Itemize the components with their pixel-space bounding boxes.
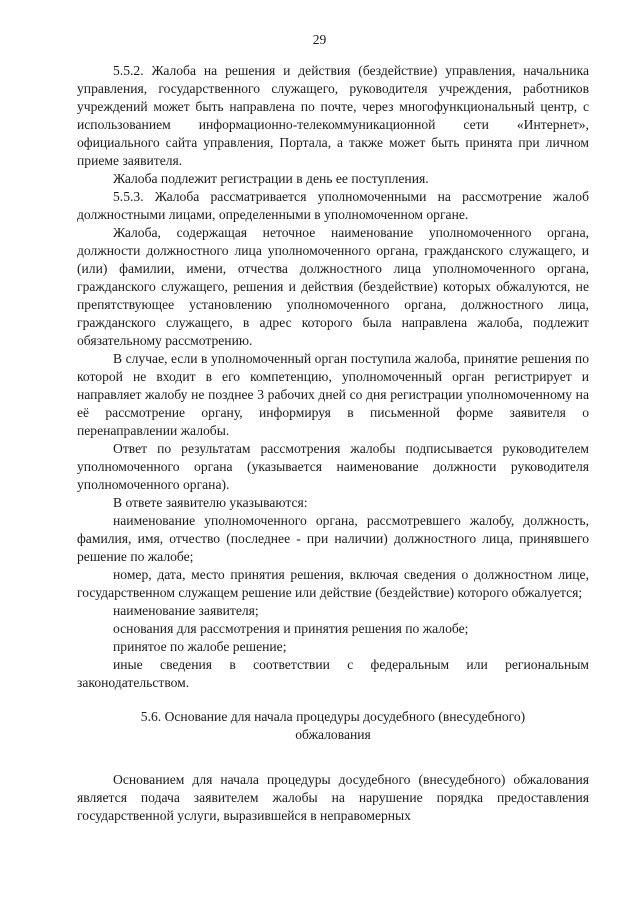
paragraph-inaccurate-name: Жалоба, содержащая неточное наименование уполномоченного органа, должности должностного лица уполномоченного органа, гражданского служащего, и (или) фамилии, имени, отчества должностного лица уполномоченного органа, гражданского служащего, решения и действия (бездействие) которых обжалуются, не препятствующее установлению уполномоченного органа, должностного лица, гражданского служащего, в адрес которого была направлена жалоба, подлежит обязательному рассмотрению.	[77, 225, 589, 348]
page-number: 29	[312, 32, 327, 47]
paragraph-grounds-for-appeal: Основанием для начала процедуры досудебного (внесудебного) обжалования является подача заявителем жалобы на нарушение порядка предоставления государственной услуги, выразившейся в неправомерных	[77, 772, 589, 823]
document-body	[77, 62, 589, 825]
paragraph-registration: Жалоба подлежит регистрации в день ее поступления.	[113, 171, 429, 186]
list-item-other-info: иные сведения в соответствии с федеральным или региональным законодательством.	[77, 657, 589, 690]
list-item-decision-number: номер, дата, место принятия решения, включая сведения о должностном лице, государственном служащем решение или действие (бездействие) которого обжалуется;	[77, 567, 589, 600]
section-heading-line-2: обжалования	[295, 727, 371, 742]
section-heading-5-6	[77, 708, 589, 744]
paragraph-redirect: В случае, если в уполномоченный орган поступила жалоба, принятие решения по которой не входит в его компетенцию, уполномоченный орган регистрирует и направляет жалобу не позднее 3 рабочих дней со дня регистрации уполномоченному на её рассмотрение органу, информируя в письменной форме заявителя о перенаправлении жалобы.	[77, 351, 589, 438]
list-item-authority: наименование уполномоченного органа, рассмотревшего жалобу, должность, фамилия, имя, отчество (последнее - при наличии) должностного лица, принявшего решение по жалобе;	[77, 513, 589, 564]
paragraph-answer-signature: Ответ по результатам рассмотрения жалобы подписывается руководителем уполномоченного органа (указывается наименование должности руководителя уполномоченного органа).	[77, 441, 589, 492]
section-heading-line-1: 5.6. Основание для начала процедуры досудебного (внесудебного)	[140, 709, 526, 724]
list-item-decision: принятое по жалобе решение;	[113, 639, 287, 654]
paragraph-5-5-3: 5.5.3. Жалоба рассматривается уполномоченными на рассмотрение жалоб должностными лицами, определенными в уполномоченном органе.	[77, 189, 589, 222]
paragraph-answer-contents: В ответе заявителю указываются:	[113, 495, 308, 510]
list-item-applicant-name: наименование заявителя;	[113, 603, 259, 618]
list-item-grounds: основания для рассмотрения и принятия решения по жалобе;	[113, 621, 469, 636]
paragraph-5-5-2: 5.5.2. Жалоба на решения и действия (бездействие) управления, начальника управления, государственного служащего, руководителя учреждения, работников учреждений может быть направлена по почте, через многофункциональный центр, с использованием информационно-телекоммуникационной сети «Интернет», официального сайта управления, Портала, а также может быть принята при личном приеме заявителя.	[77, 63, 589, 168]
